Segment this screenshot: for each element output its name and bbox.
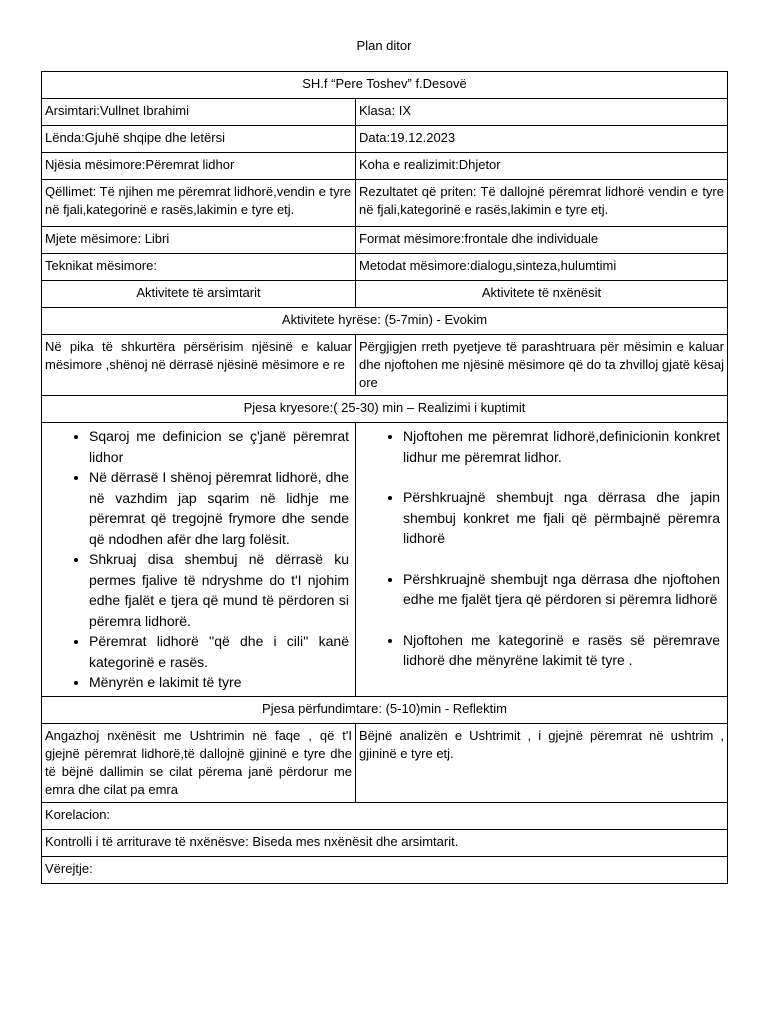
methods-cell: Metodat mësimore:dialogu,sinteza,hulumtimi <box>356 254 728 281</box>
list-item: • Përshkruajnë shembujt nga dërrasa dhe japin shembuj konkret me fjali që përmbajnë përemra lidhorë <box>403 487 724 549</box>
control-cell: Kontrolli i të arriturave të nxënësve: Biseda mes nxënësit dhe arsimtarit. <box>42 829 728 856</box>
tools-cell: Mjete mësimore: Libri <box>42 227 356 254</box>
list-item: • Mënyrën e lakimit të tyre <box>89 672 353 693</box>
intro-student-cell: Përgjigjen rreth pyetjeve të parashtruara për mësimin e kaluar dhe njoftohen me njësinë mësimore që do ta zhvilloj gjatë kësaj ore <box>356 335 728 396</box>
formats-cell: Format mësimore:frontale dhe individuale <box>356 227 728 254</box>
goal-cell: Qëllimet: Të njihen me përemrat lidhorë,vendin e tyre në fjali,kategorinë e rasës,lakimin e tyre etj. <box>42 180 356 227</box>
intro-section-header: Aktivitete hyrëse: (5-7min) - Evokim <box>42 308 728 335</box>
main-teacher-list <box>45 426 353 693</box>
list-item: • Njoftohen me përemrat lidhorë,definicionin konkret lidhur me përemrat lidhor. <box>403 426 724 467</box>
techniques-cell: Teknikat mësimore: <box>42 254 356 281</box>
final-section-header: Pjesa përfundimtare: (5-10)min - Reflektim <box>42 696 728 723</box>
unit-cell: Njësia mësimore:Përemrat lidhor <box>42 153 356 180</box>
list-item: • Njoftohen me kategorinë e rasës së përemrave lidhorë dhe mënyrëne lakimit të tyre . <box>403 630 724 671</box>
notes-cell: Vërejtje: <box>42 856 728 883</box>
list-item: • Përemrat lidhorë ''që dhe i cili'' kanë kategorinë e rasës. <box>89 631 353 672</box>
intro-teacher-cell: Në pika të shkurtëra përsërisim njësinë e kaluar mësimore ,shënoj në dërrasë njësinë mësimore e re <box>42 335 356 396</box>
student-activities-header: Aktivitete të nxënësit <box>356 281 728 308</box>
teacher-cell: Arsimtari:Vullnet Ibrahimi <box>42 99 356 126</box>
list-item: • Përshkruajnë shembujt nga dërrasa dhe njoftohen edhe me fjalët tjera që përdoren si përemra lidhorë <box>403 569 724 610</box>
date-cell: Data:19.12.2023 <box>356 126 728 153</box>
list-item: • Shkruaj disa shembuj në dërrasë ku permes fjalive të ndryshme do t'I njohim edhe fjalët e tjera që mund të përdoren si përemra lidhorë. <box>89 549 353 631</box>
final-teacher-cell: Angazhoj nxënësit me Ushtrimin në faqe , që t'I gjejnë përemrat lidhorë,të dallojnë gjininë e tyre dhe të bëjnë dallimin se cilat përema janë përdorur me emra dhe cilat pa emra <box>42 723 356 802</box>
duration-cell: Koha e realizimit:Dhjetor <box>356 153 728 180</box>
correlation-cell: Korelacion: <box>42 802 728 829</box>
main-student-list <box>359 426 724 671</box>
page-title: Plan ditor <box>356 38 412 53</box>
class-cell: Klasa: IX <box>356 99 728 126</box>
main-section-header: Pjesa kryesore:( 25-30) min – Realizimi i kuptimit <box>42 396 728 423</box>
lesson-plan-table <box>41 71 728 884</box>
list-item: • Në dërrasë I shënoj përemrat lidhorë, dhe në vazhdim jap sqarim në lidhje me përemrat që tregojnë frymore dhe sende që ndodhen afër dhe larg folësit. <box>89 467 353 549</box>
teacher-activities-header: Aktivitete të arsimtarit <box>42 281 356 308</box>
school-name: SH.f “Pere Toshev” f.Desovë <box>42 72 728 99</box>
list-item: • Sqaroj me definicion se ç'janë përemrat lidhor <box>89 426 353 467</box>
expected-results-cell: Rezultatet që priten: Të dallojnë përemrat lidhorë vendin e tyre në fjali,kategorinë e rasës,lakimin e tyre etj. <box>356 180 728 227</box>
main-student-cell <box>356 423 728 697</box>
main-teacher-cell <box>42 423 356 697</box>
final-student-cell: Bëjnë analizën e Ushtrimit , i gjejnë përemrat në ushtrim , gjininë e tyre etj. <box>356 723 728 802</box>
subject-cell: Lënda:Gjuhë shqipe dhe letërsi <box>42 126 356 153</box>
